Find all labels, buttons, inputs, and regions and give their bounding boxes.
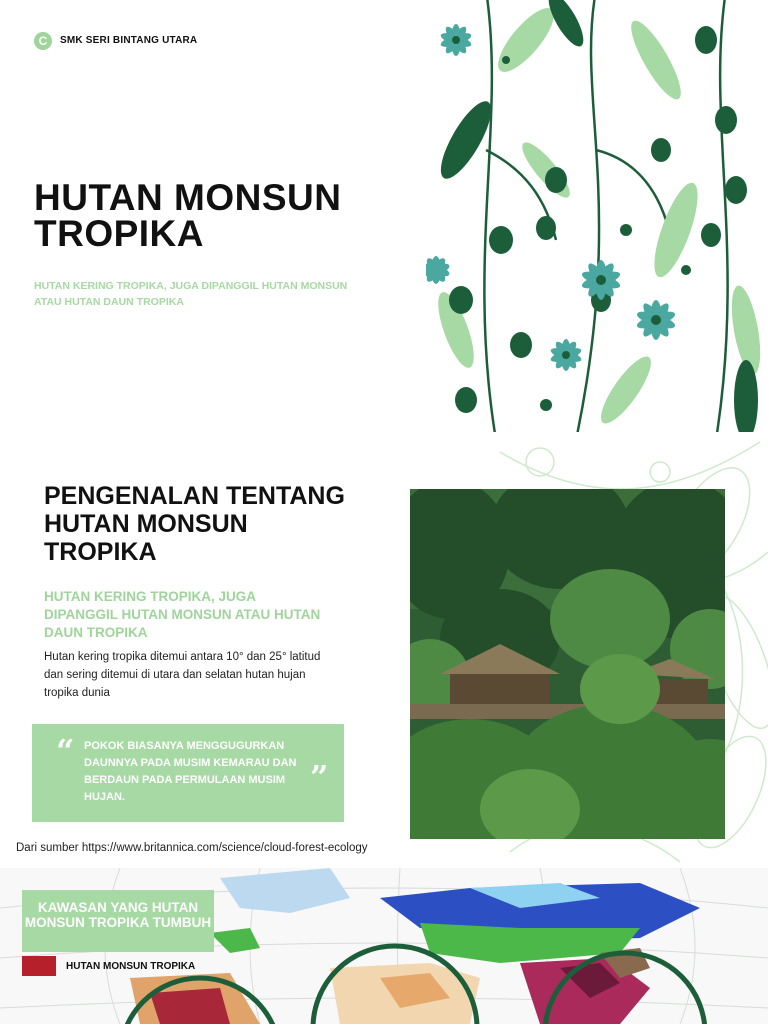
- botanical-pattern-image: [426, 0, 768, 432]
- quote-close-icon: ”: [310, 758, 329, 796]
- cover-section: [0, 0, 768, 432]
- legend-swatch: [22, 956, 56, 976]
- quote-box: [32, 724, 344, 822]
- intro-title: PENGENALAN TENTANG HUTAN MONSUN TROPIKA: [44, 482, 345, 566]
- region-label: KAWASAN YANG HUTAN MONSUN TROPIKA TUMBUH: [24, 900, 212, 930]
- intro-body-text: Hutan kering tropika ditemui antara 10° dan 25° latitud dan sering ditemui di utara dan selatan hutan hujan tropika dunia: [44, 651, 321, 699]
- cover-subtitle: HUTAN KERING TROPIKA, JUGA DIPANGGIL HUTAN MONSUN ATAU HUTAN DAUN TROPIKA: [34, 280, 348, 308]
- cover-title: HUTAN MONSUN TROPIKA: [34, 177, 342, 254]
- school-name: SMK SERI BINTANG UTARA: [60, 35, 198, 46]
- region-label-box: [22, 890, 214, 952]
- forest-village-photo: [410, 489, 725, 839]
- quote-text: POKOK BIASANYA MENGGUGURKAN DAUNNYA PADA MUSIM KEMARAU DAN BERDAUN PADA PERMULAAN MUSIM HUJAN.: [84, 740, 297, 803]
- intro-section: [0, 432, 768, 868]
- region-section: [0, 868, 768, 1024]
- legend-label: HUTAN MONSUN TROPIKA: [66, 961, 196, 972]
- source-citation: Dari sumber https://www.britannica.com/science/cloud-forest-ecology: [16, 842, 368, 854]
- school-logo-icon: C: [34, 32, 52, 50]
- intro-subtitle: HUTAN KERING TROPIKA, JUGA DIPANGGIL HUTAN MONSUN ATAU HUTAN DAUN TROPIKA: [44, 589, 321, 640]
- quote-open-icon: “: [56, 732, 75, 770]
